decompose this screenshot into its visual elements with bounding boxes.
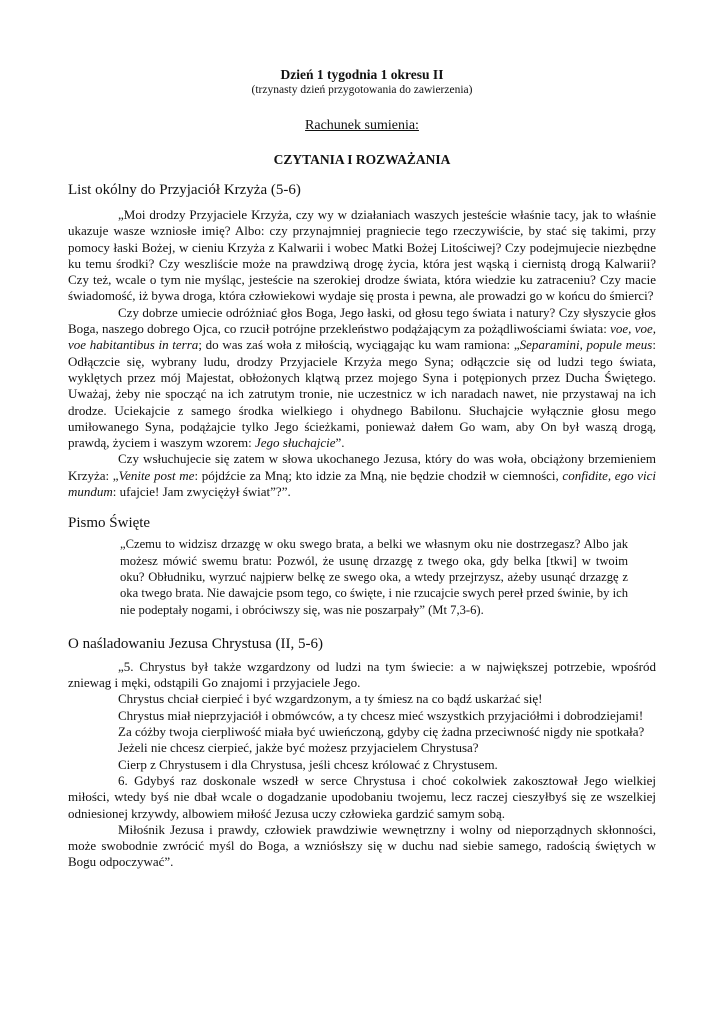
document-subtitle: (trzynasty dzień przygotowania do zawierzenia): [251, 84, 473, 96]
heading-czytania: CZYTANIA I ROZWAŻANIA: [273, 152, 451, 167]
section-title-nasladowanie: O naśladowaniu Jezusa Chrystusa (II, 5-6): [68, 635, 323, 652]
nasladowanie-paragraph: Chrystus miał nieprzyjaciół i obmówców, a ty chcesz mieć wszystkich przyjaciółmi i dobrodziejami!: [118, 707, 644, 723]
heading-rachunek: Rachunek sumienia:: [305, 118, 419, 133]
nasladowanie-paragraph: Za cóżby twoja cierpliwość miała być uwieńczoną, gdyby cię żadna przeciwność nigdy nie spotkała?: [118, 724, 645, 740]
list-paragraph-2: Czy dobrze umiecie odróżniać głos Boga, Jego łaski, od głosu tego świata i natury? Czy słyszycie głos Boga, naszego dobrego Ojca, co rzucił potrójne przekleństwo podążającym za pożądliwościami świata: voe, voe, voe habitantibus in terra; do was zaś woła z miłością, wyciągając ku wam ramiona: „Separamini, popule meus: Odłączcie się, wybrany ludu, drodzy Przyjaciele Krzyża mego Syna; odłączcie się od ludzi tego świata, wyklętych przez mój Majestat, obłożonych klątwą przez mojego Syna i potępionych przez Ducha Świętego. Uważaj, żeby nie spocząć na ich zatrutym tronie, nie uczestnicz w ich naradach nawet, nie przystawaj na ich drodze. Uciekajcie z samego środka wielkiego i ohydnego Babilonu. Słuchajcie wyłącznie głosu mego umiłowanego Syna, podążajcie tylko Jego ścieżkami, ponieważ dałem Go wam, aby On był waszą drogą, prawdą, życiem i waszym wzorem: Jego słuchajcie”.: [68, 304, 656, 451]
nasladowanie-paragraph: Miłośnik Jezusa i prawdy, człowiek prawdziwie wewnętrzny i wolny od nieporządnych skłonności, może swobodnie zwrócić myśl do Boga, a wzniósłszy się w duchu nad siebie samego, radością świętych w Bogu odpoczywać”.: [68, 821, 656, 870]
nasladowanie-paragraph: „5. Chrystus był także wzgardzony od ludzi na tym świecie: a w największej potrzebie, wpośród zniewag i męki, odstąpili Go znajomi i przyjaciele Jego.: [68, 658, 656, 691]
list-paragraph-1: „Moi drodzy Przyjaciele Krzyża, czy wy w działaniach waszych jesteście właśnie tacy, jak to właśnie ukazuje wasze wzniosłe imię? Albo: czy przynajmniej pragniecie tego rzeczywiście, by stać się takimi, przy pomocy łaski Bożej, w cieniu Krzyża z Kalwarii i wobec Matki Bożej Litościwej? Czy podejmujecie niezbędne ku temu środki? Czy weszliście może na prawdziwą drogę życia, która jest wąską i ciernistą drogą Kalwarii? Czy też, wcale o tym nie myśląc, jesteście na szerokiej drodze świata, która wiedzie ku zatraceniu? Czy macie świadomość, iż bywa droga, która człowiekowi wydaje się prosta i pewna, ale prowadzi go w końcu do śmierci?: [68, 207, 656, 304]
document-page: [68, 66, 656, 871]
nasladowanie-paragraph: 6. Gdybyś raz doskonale wszedł w serce Chrystusa i choć cokolwiek zakosztował Jego wielkiej miłości, wtedy byś nie dbał wcale o dogadzanie upodobaniu twojemu, lecz raczej cieszyłbyś się ze wszelkiej odniesionej krzywdy, albowiem miłość Jezusa uczy człowieka gardzić samym sobą.: [68, 772, 656, 821]
scripture-quote-text: „Czemu to widzisz drzazgę w oku swego brata, a belki we własnym oku nie dostrzegasz? Albo jak możesz mówić swemu bratu: Pozwól, że usunę drzazgę z twego oka, gdy belka [tkwi] w twoim oku? Obłudniku, wyrzuć najpierw belkę ze swego oka, a wtedy przejrzysz, ażeby usunąć drzazgę z oka twego brata. Nie dawajcie psom tego, co święte, i nie rzucajcie swych pereł przed świnie, by ich nie podeptały nogami, i obróciwszy się, was nie poszarpały” (Mt 7,3-6).: [120, 537, 628, 617]
scripture-quote: [120, 536, 628, 617]
section-title-pismo: Pismo Święte: [68, 515, 151, 532]
list-paragraph-3: Czy wsłuchujecie się zatem w słowa ukochanego Jezusa, który do was woła, obciążony brzemieniem Krzyża: „Venite post me: pójdźcie za Mną; kto idzie za Mną, nie będzie chodził w ciemności, confidite, ego vici mundum: ufajcie! Jam zwyciężył świat”?”.: [68, 451, 656, 500]
nasladowanie-paragraph: Chrystus chciał cierpieć i być wzgardzonym, a ty śmiesz na co bądź uskarżać się!: [118, 691, 543, 707]
section-title-list: List okólny do Przyjaciół Krzyża (5-6): [68, 182, 301, 198]
nasladowanie-paragraph: Cierp z Chrystusem i dla Chrystusa, jeśli chcesz królować z Chrystusem.: [118, 756, 498, 772]
document-title: Dzień 1 tygodnia 1 okresu II: [280, 67, 444, 82]
nasladowanie-paragraph: Jeżeli nie chcesz cierpieć, jakże być możesz przyjacielem Chrystusa?: [118, 740, 479, 756]
